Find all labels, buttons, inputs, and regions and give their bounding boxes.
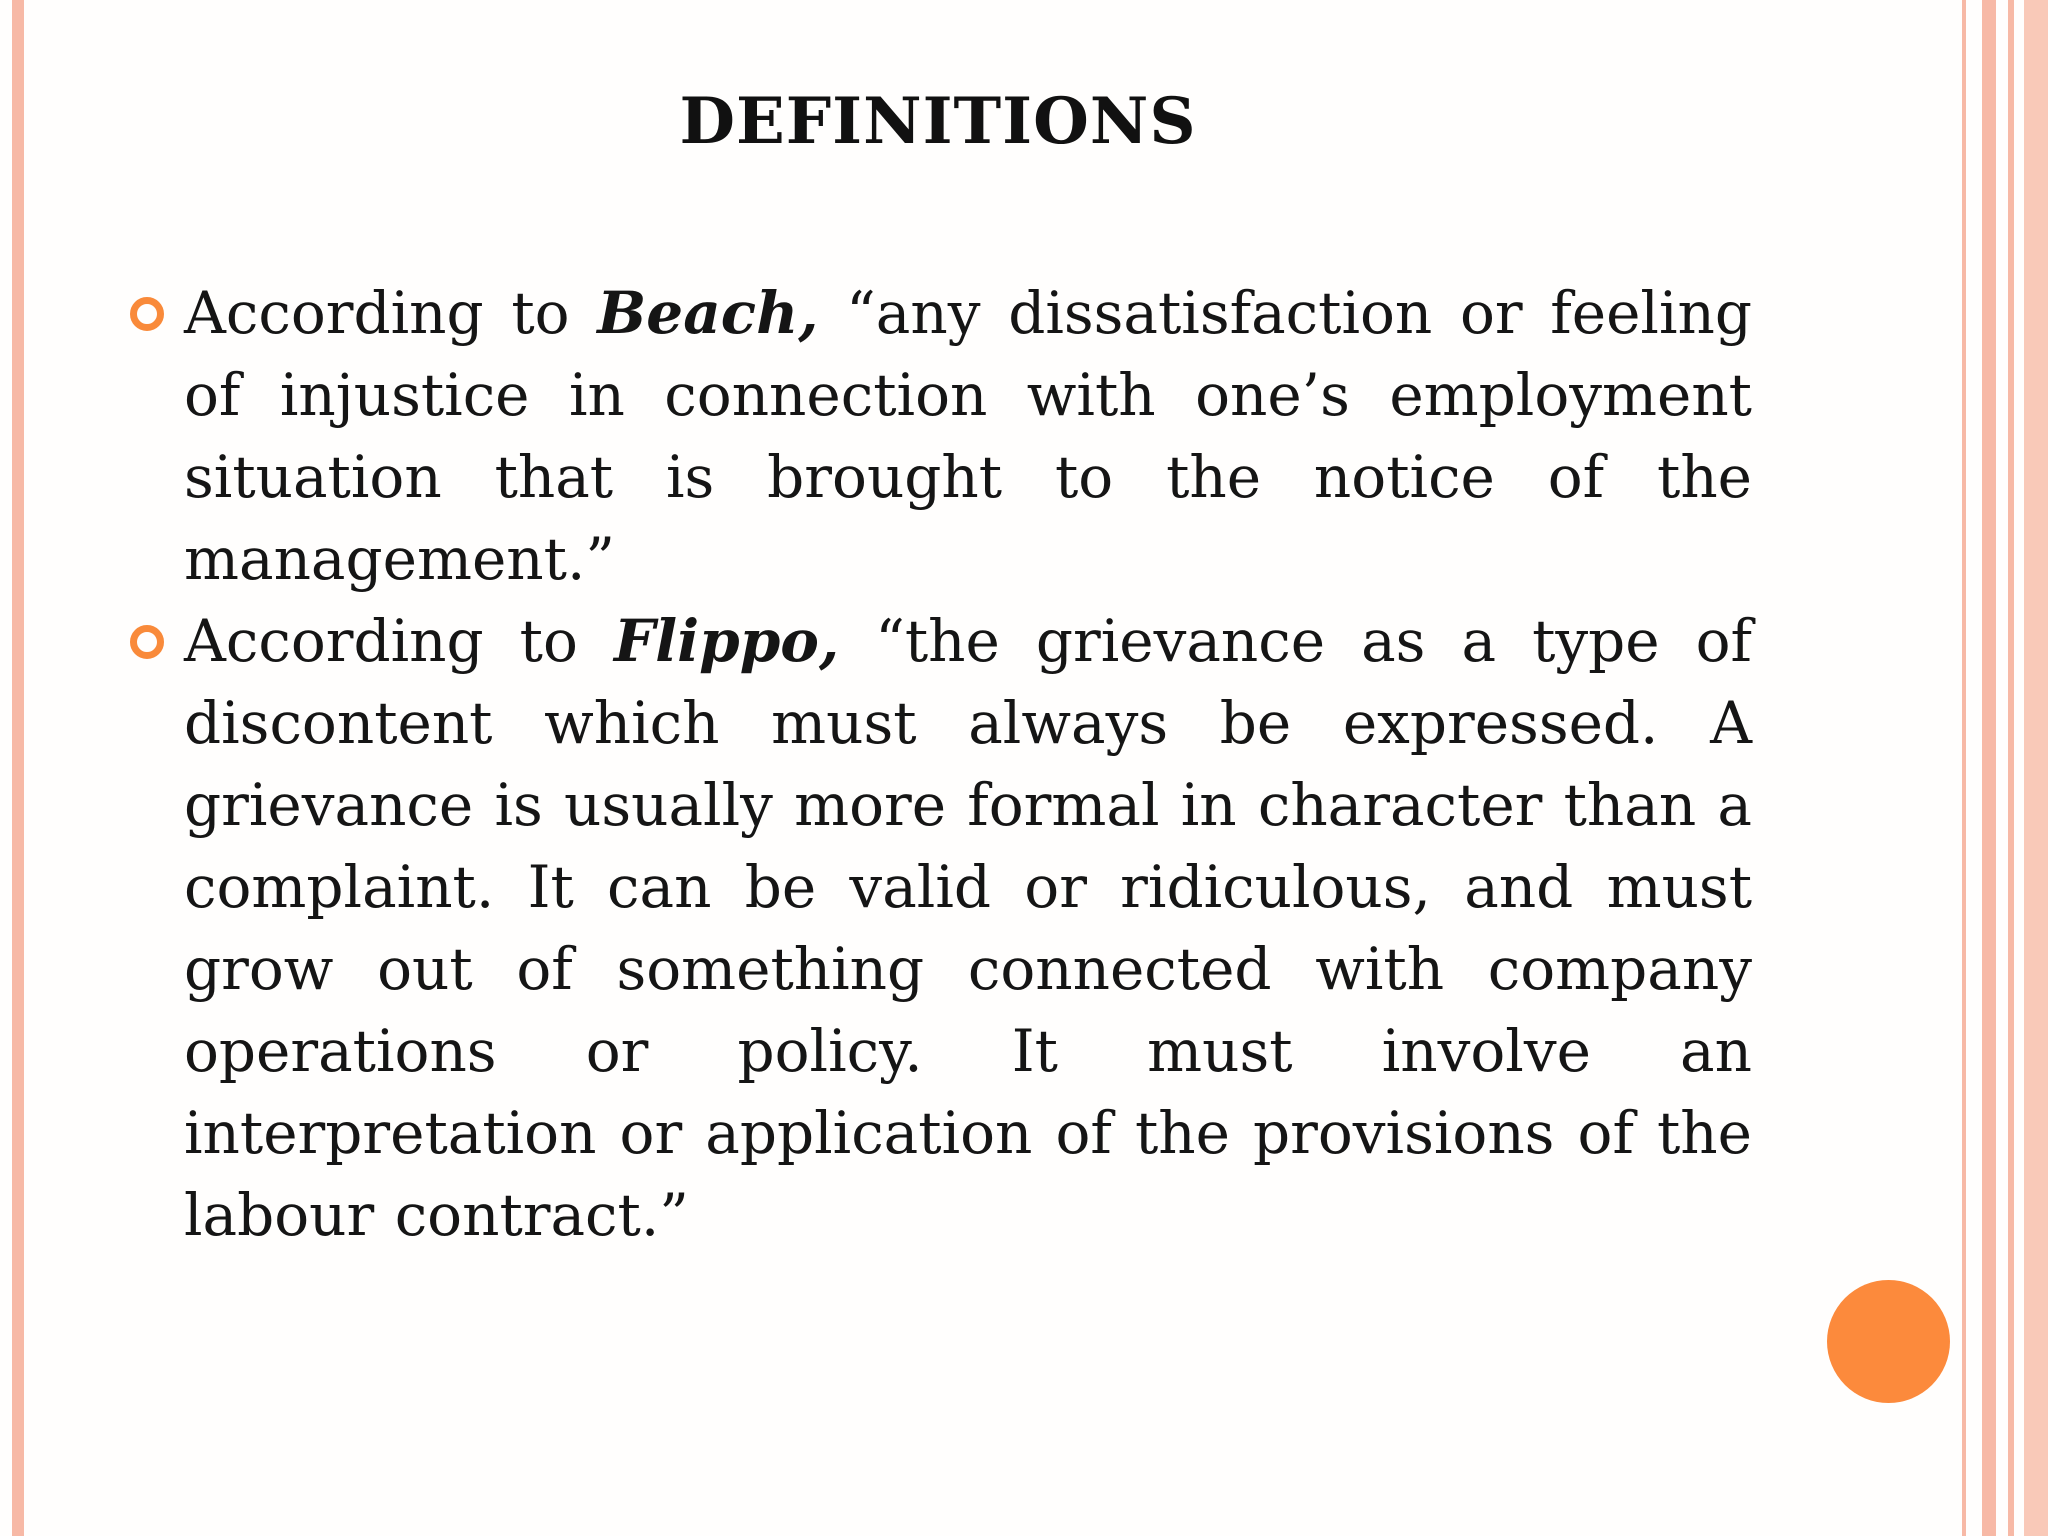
definition-flippo	[184, 600, 1752, 1256]
definition-quote: “any dissatisfaction or feeling of injustice in connection with one’s employment situation that is brought to the notice of the management.”	[184, 279, 1752, 593]
left-border-stripe	[12, 0, 24, 1536]
ring-bullet-icon	[130, 297, 164, 331]
right-border-stripe-2	[1982, 0, 1996, 1536]
definition-prefix: According to	[184, 607, 614, 675]
author-name: Flippo,	[613, 607, 840, 675]
right-border-stripe-4	[2024, 0, 2048, 1536]
definition-quote: “the grievance as a type of discontent which must always be expressed. A grievance is usually more formal in character than a complaint. It can be valid or ridiculous, and must grow out of something connected with company operations or policy. It must involve an interpretation or application of the provisions of the labour contract.”	[184, 607, 1753, 1249]
author-name: Beach,	[597, 279, 819, 347]
ring-bullet-icon	[130, 625, 164, 659]
definition-prefix: According to	[184, 279, 598, 347]
right-border-stripe-1	[1962, 0, 1966, 1536]
definitions-list	[184, 272, 1752, 1256]
slide-title: DEFINITIONS	[679, 84, 1197, 159]
right-border-stripe-3	[2008, 0, 2014, 1536]
orange-circle-icon	[1827, 1280, 1950, 1403]
definition-beach	[184, 272, 1752, 600]
